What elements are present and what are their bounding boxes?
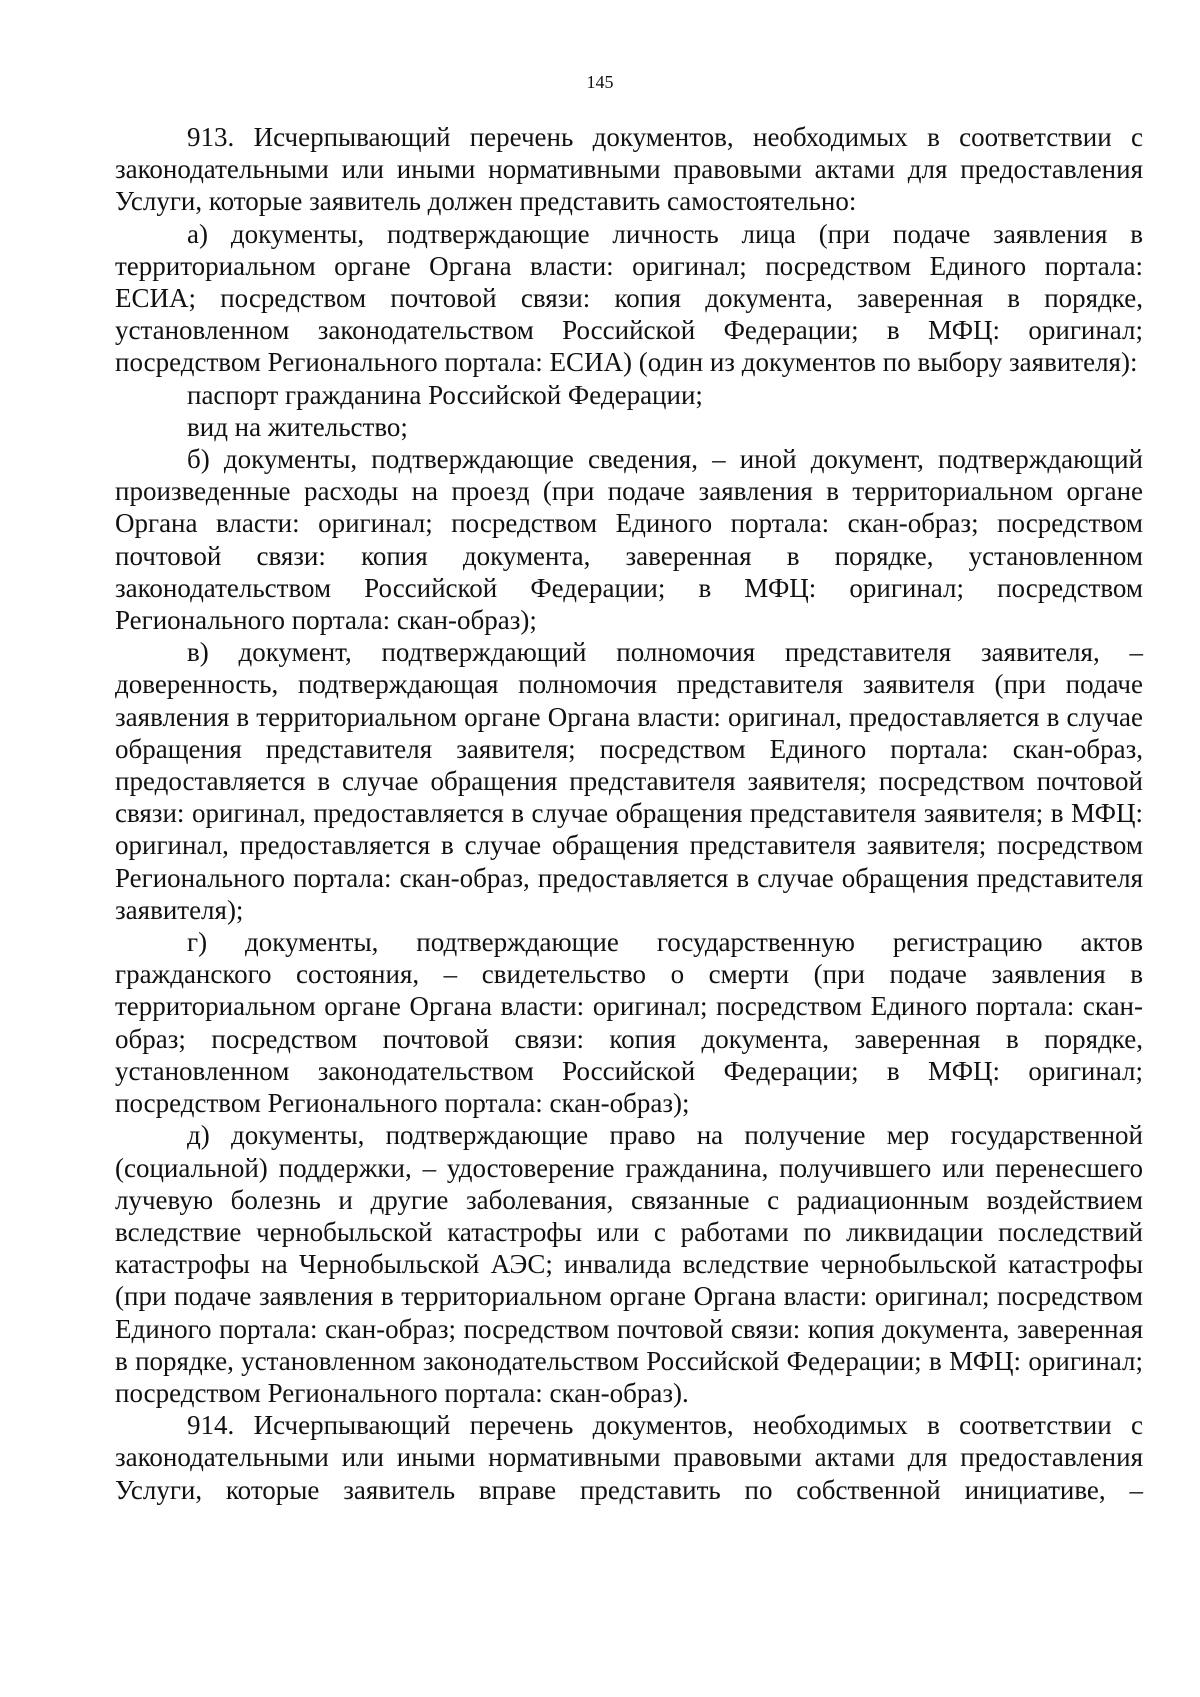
- paragraph-residence-permit: вид на жительство;: [187, 411, 408, 442]
- paragraph-914: 914. Исчерпывающий перечень документов, необходимых в соответствии с законодательными или иными нормативными правовыми актами для предоставления Услуги, которые заявитель вправе представить по собственной инициативе, –: [115, 1410, 1143, 1505]
- paragraph-item-g: г) документы, подтверждающие государственную регистрацию актов гражданского состояния, – свидетельство о смерти (при подаче заявления в территориальном органе Органа власти: оригинал; посредством Единого портала: скан-образ; посредством почтовой связи: копия документа, заверенная в порядке, установленном законодательством Российской Федерации; в МФЦ: оригинал; посредством Регионального портала: скан-образ);: [115, 927, 1143, 1119]
- paragraph-913: 913. Исчерпывающий перечень документов, необходимых в соответствии с законодательными или иными нормативными правовыми актами для предоставления Услуги, которые заявитель должен представить самостоятельно:: [115, 122, 1143, 217]
- page-number: 145: [586, 72, 614, 92]
- paragraph-item-a: а) документы, подтверждающие личность лица (при подаче заявления в территориальном органе Органа власти: оригинал; посредством Единого портала: ЕСИА; посредством почтовой связи: копия документа, заверенная в порядке, установленном законодательством Российской Федерации; в МФЦ: оригинал; посредством Регионального портала: ЕСИА) (один из документов по выбору заявителя):: [115, 218, 1143, 378]
- paragraph-item-b: б) документы, подтверждающие сведения, – иной документ, подтверждающий произведенные расходы на проезд (при подаче заявления в территориальном органе Органа власти: оригинал; посредством Единого портала: скан-образ; посредством почтовой связи: копия документа, заверенная в порядке, установленном законодательством Российской Федерации; в МФЦ: оригинал; посредством Регионального портала: скан-образ);: [115, 444, 1143, 636]
- paragraph-passport: паспорт гражданина Российской Федерации;: [187, 379, 703, 410]
- paragraph-item-d: д) документы, подтверждающие право на получение мер государственной (социальной) поддержки, – удостоверение гражданина, получившего или перенесшего лучевую болезнь и другие заболевания, связанные с радиационным воздействием вследствие чернобыльской катастрофы или с работами по ликвидации последствий катастрофы на Чернобыльской АЭС; инвалида вследствие чернобыльской катастрофы (при подаче заявления в территориальном органе Органа власти: оригинал; посредством Единого портала: скан-образ; посредством почтовой связи: копия документа, заверенная в порядке, установленном законодательством Российской Федерации; в МФЦ: оригинал; посредством Регионального портала: скан-образ).: [115, 1120, 1143, 1408]
- document-body: [115, 121, 1143, 1506]
- paragraph-item-v: в) документ, подтверждающий полномочия представителя заявителя, – доверенность, подтверждающая полномочия представителя заявителя (при подаче заявления в территориальном органе Органа власти: оригинал, предоставляется в случае обращения представителя заявителя; посредством Единого портала: скан-образ, предоставляется в случае обращения представителя заявителя; посредством почтовой связи: оригинал, предоставляется в случае обращения представителя заявителя; в МФЦ: оригинал, предоставляется в случае обращения представителя заявителя; посредством Регионального портала: скан-образ, предоставляется в случае обращения представителя заявителя);: [115, 637, 1143, 925]
